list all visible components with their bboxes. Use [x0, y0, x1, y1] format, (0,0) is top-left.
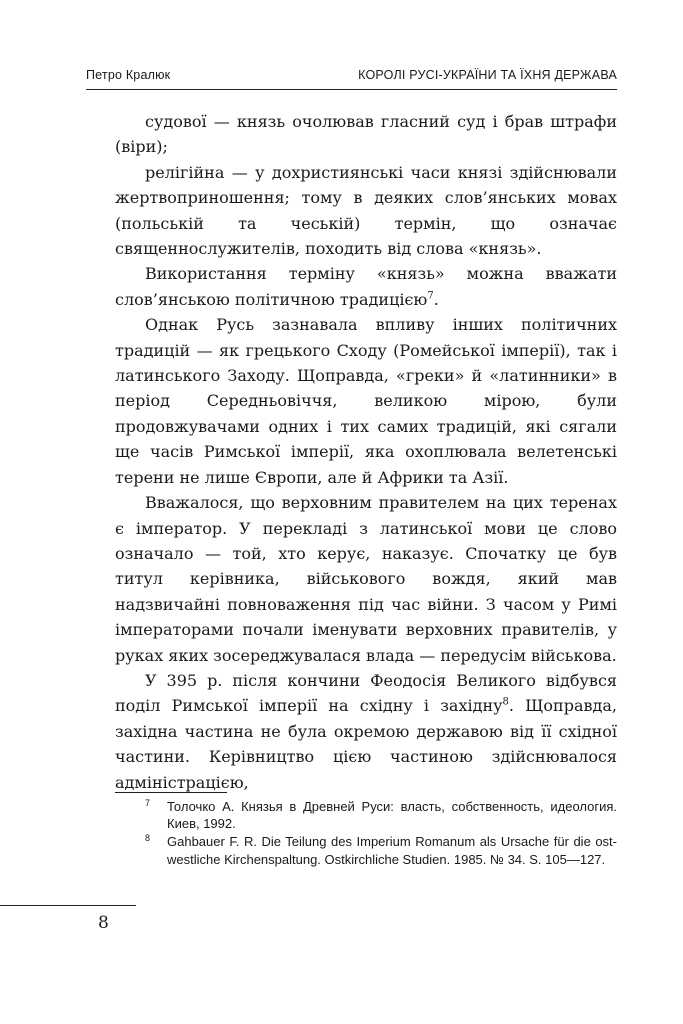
- paragraph-division-end: . Щоправда, західна частина не була окремою державою від її східної частини. Керівництво цією частиною здійснювалося адміністрацією,: [115, 696, 617, 792]
- footnote-item: [115, 798, 617, 832]
- footnote-text: Gahbauer F. R. Die Teilung des Imperium Romanum als Ursache für die ost-westliche Kirchenspaltung. Ostkirchliche Studien. 1985. № 34. S. 105—127.: [167, 834, 617, 867]
- page-number-rule: [0, 905, 136, 906]
- main-text: [115, 109, 617, 795]
- footnotes: [115, 798, 617, 869]
- paragraph-religious: релігійна — у дохристиянські часи князі здійснювали жертвоприношення; тому в деяких слов’янських мовах (польській та чеській) термін, що означає священнослужителів, походить від слова «князь».: [115, 162, 617, 259]
- footnote-ref-7[interactable]: 7: [427, 290, 434, 302]
- footnote-item: [115, 833, 617, 867]
- paragraph-knyaz-end: .: [433, 289, 439, 309]
- footnote-text: Толочко А. Князья в Древней Руси: власть, собственность, идеология. Киев, 1992.: [167, 799, 617, 832]
- footnote-number: 7: [145, 798, 151, 808]
- footnote-ref-8[interactable]: 8: [502, 697, 509, 709]
- running-header: [86, 68, 617, 90]
- footnote-divider: [115, 792, 227, 793]
- paragraph-knyaz-text: Використання терміну «князь» можна вважати слов’янською політичною традицією: [115, 264, 617, 309]
- paragraph-rus-influences: Однак Русь зазнавала впливу інших політичних традицій — як грецького Сходу (Ромейської імперії), так і латинського Заходу. Щоправда, «греки» й «латинники» в період Середньовіччя, великою мірою, були продовжувачами одних і тих самих традицій, які сягали ще часів Римської імперії, яка охоплювала велетенські терени не лише Європи, але й Африки та Азії.: [115, 315, 617, 487]
- page-number: 8: [98, 913, 109, 933]
- paragraph-judicial: судової — князь очолював гласний суд і брав штрафи (віри);: [115, 112, 617, 157]
- paragraph-division-text: У 395 р. після кончини Феодосія Великого відбувся поділ Римської імперії на східну і західну: [115, 670, 617, 716]
- header-author: Петро Кралюк: [86, 68, 171, 82]
- header-book-title: КОРОЛІ РУСІ-УКРАЇНИ ТА ЇХНЯ ДЕРЖАВА: [358, 68, 617, 82]
- paragraph-knyaz-term: [115, 261, 617, 312]
- paragraph-emperor: Вважалося, що верховним правителем на цих теренах є імператор. У перекладі з латинської мови це слово означало — той, хто керує, наказує. Спочатку це був титул керівника, військового вождя, який мав надзвичайні повноваження під час війни. З часом у Римі імператорами почали іменувати верховних правителів, у руках яких зосереджувалася влада — передусім військова.: [115, 493, 617, 665]
- footnote-number: 8: [145, 833, 151, 844]
- paragraph-division: [115, 668, 617, 795]
